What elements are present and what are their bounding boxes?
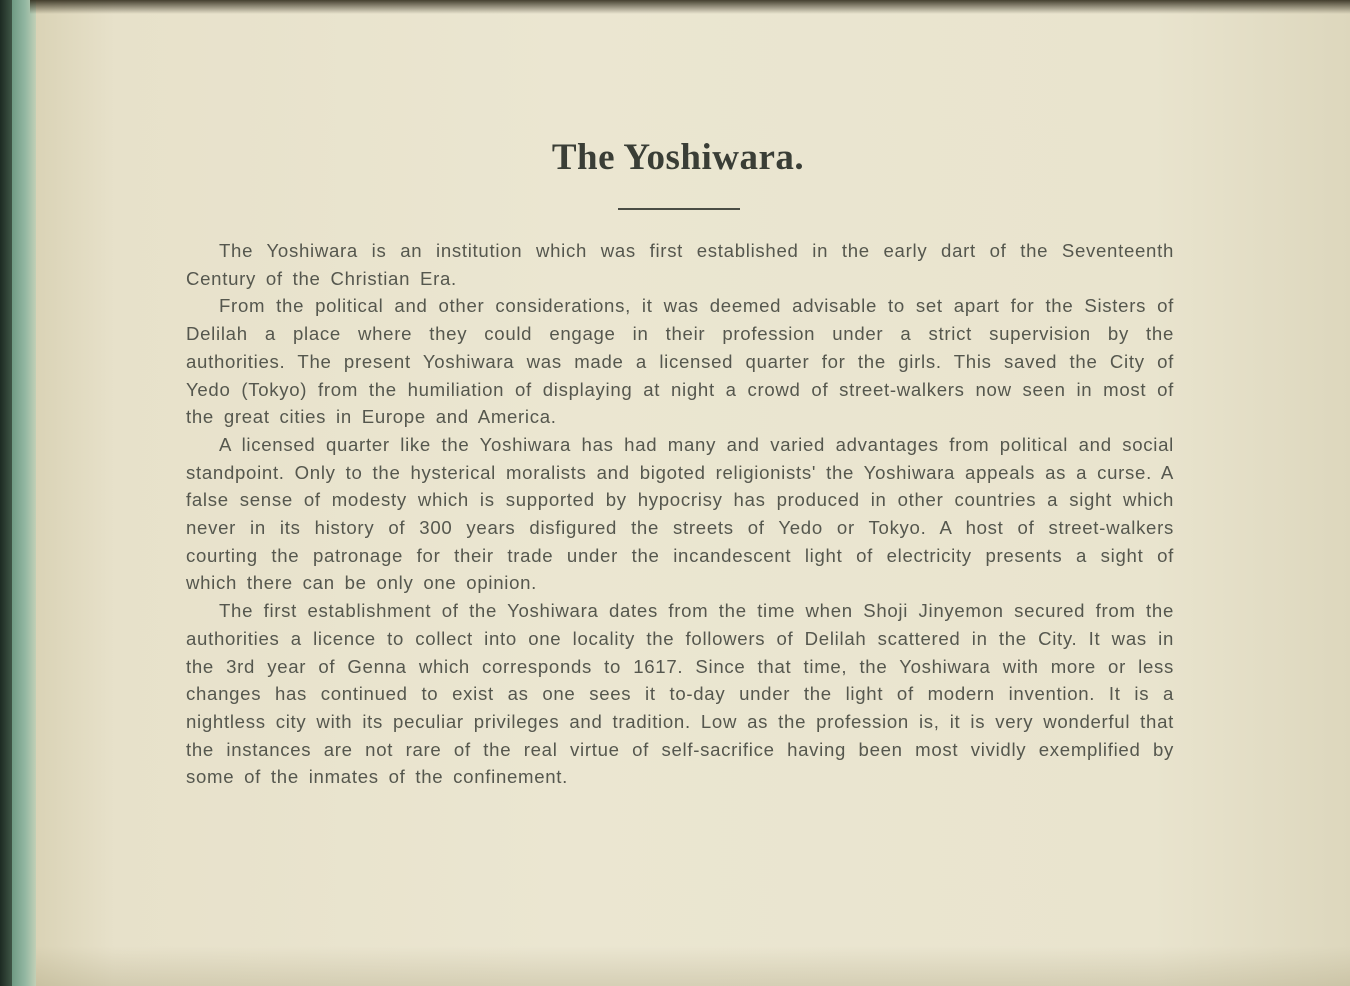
- book-page: [36, 0, 1350, 986]
- page-top-shadow: [30, 0, 1350, 14]
- page-title: The Yoshiwara.: [551, 137, 805, 178]
- page-bottom-shade: [36, 946, 1350, 986]
- paragraph: From the political and other considerations, it was deemed advisable to set apart for the Sisters of Delilah a place where they could engage in their profession under a strict supervision by the authorities. The present Yoshiwara was made a licensed quarter for the girls. This saved the City of Yedo (Tokyo) from the humiliation of displaying at night a crowd of street-walkers now seen in most of the great cities in Europe and America.: [186, 295, 1174, 428]
- paragraph: A licensed quarter like the Yoshiwara has had many and varied advantages from political and social standpoint. Only to the hysterical moralists and bigoted religionists' the Yoshiwara appeals as a curse. A false sense of modesty which is supported by hypocrisy has produced in other countries a sight which never in its history of 300 years disfigured the streets of Yedo or Tokyo. A host of street-walkers courting the patronage for their trade under the incandescent light of electricity presents a sight of which there can be only one opinion.: [186, 433, 1174, 594]
- paragraph: The first establishment of the Yoshiwara dates from the time when Shoji Jinyemon secured from the authorities a licence to collect into one locality the followers of Delilah scattered in the City. It was in the 3rd year of Genna which corresponds to 1617. Since that time, the Yoshiwara with more or less changes has continued to exist as one sees it to-day under the light of modern invention. It is a nightless city with its peculiar privileges and tradition. Low as the profession is, it is very wonderful that the instances are not rare of the real virtue of self-sacrifice having been most vividly exemplified by some of the inmates of the confinement.: [186, 600, 1174, 788]
- book-spine-shadow: [0, 0, 12, 986]
- body-text: [186, 237, 1174, 791]
- paragraph: The Yoshiwara is an institution which was first established in the early dart of the Seventeenth Century of the Christian Era.: [186, 240, 1174, 289]
- book-cover-edge: [12, 0, 36, 986]
- title-divider: [618, 208, 740, 210]
